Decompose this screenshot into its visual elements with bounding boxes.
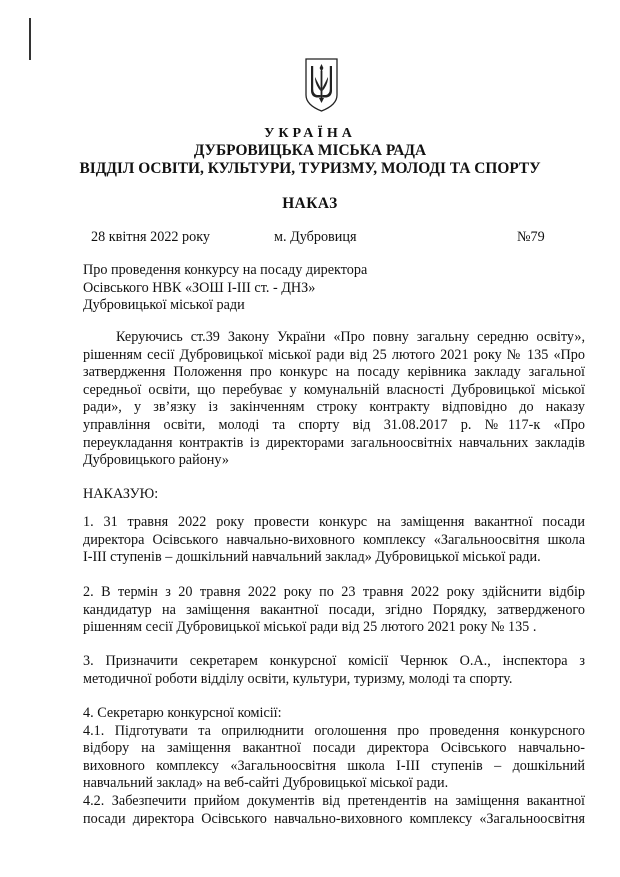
paragraph-line: переукладання контрактів із директорами загальноосвітніх навчальних закладів (83, 434, 585, 451)
paragraph-line: відбору на заміщення вакантної посади директора Осівського навчально- (83, 740, 585, 757)
paragraph-line: 3. Призначити секретарем конкурсної комісії Чернюк О.А., інспектора з (83, 653, 585, 669)
subject-line: Дубровицької міської ради (83, 297, 245, 314)
order-item-2 (83, 584, 585, 637)
order-item-3 (83, 653, 585, 688)
paragraph-line: 1. 31 травня 2022 року провести конкурс на заміщення вакантної посади (83, 514, 585, 530)
paragraph-line: директора Осівського навчально-виховного комплексу «Загальноосвітня школа (83, 531, 585, 548)
header-country: УКРАЇНА (264, 126, 356, 141)
trident-coat-of-arms-icon (303, 57, 340, 113)
subject-line: Осівського НВК «ЗОШ І-ІІІ ст. - ДНЗ» (83, 279, 316, 296)
paragraph-line: ради», у зв’язку із закінченням строку контракту відповідно до наказу (83, 399, 585, 416)
paragraph-line: навчальний заклад» на веб-сайті Дубровицької міської ради. (83, 775, 449, 792)
header-department: ВІДДІЛ ОСВІТИ, КУЛЬТУРИ, ТУРИЗМУ, МОЛОДІ ТА СПОРТУ (79, 160, 541, 177)
intro-paragraph (83, 329, 585, 470)
paragraph-line: виховного комплексу «Загальноосвітня школа І-ІІІ ступенів – дошкільний (83, 757, 585, 774)
order-item-1 (83, 514, 585, 567)
paragraph-line: 2. В термін з 20 травня 2022 року по 23 травня 2022 року здійснити відбір (83, 584, 585, 600)
order-subject (83, 262, 413, 315)
paragraph-line: Дубровицького району» (83, 452, 229, 469)
paragraph-line: 4.2. Забезпечити прийом документів від претендентів на заміщення вакантної (83, 792, 585, 809)
document-city: м. Дубровиця (274, 229, 357, 245)
paragraph-line: 4. Секретарю конкурсної комісії: (83, 705, 282, 721)
paragraph-line: управління освіти, молоді та спорту від 31.08.2017 р. №117-к «Про (83, 416, 585, 433)
paragraph-line: посади директора Осівського навчально-виховного комплексу «Загальноосвітня (83, 810, 585, 827)
paragraph-line: методичної роботи відділу освіти, культури, туризму, молоді та спорту. (83, 670, 513, 687)
document-date: 28 квітня 2022 року (91, 229, 211, 245)
paragraph-line: 4.1. Підготувати та оприлюднити оголошення про проведення конкурсного (83, 722, 585, 739)
paragraph-line: затвердження Положення про конкурс на посаду керівника закладу загальної (83, 364, 585, 381)
order-word: НАКАЗУЮ: (83, 486, 159, 502)
header-council: ДУБРОВИЦЬКА МІСЬКА РАДА (193, 142, 427, 159)
document-type: НАКАЗ (282, 195, 338, 212)
paragraph-line: рішенням сесії Дубровицької міської ради від 25 лютого 2021 року № 135 . (83, 619, 537, 636)
paragraph-line: кандидатур на заміщення вакантної посади, згідно Порядку, затвердженого (83, 601, 585, 618)
order-item-4 (83, 705, 585, 828)
subject-line: Про проведення конкурсу на посаду директора (83, 262, 368, 278)
paragraph-line: рішенням сесії Дубровицької міської ради від 25 лютого 2021 року № 135 «Про (83, 346, 585, 363)
paragraph-line: І-ІІІ ступенів – дошкільний навчальний заклад» Дубровицької міської ради. (83, 549, 541, 566)
paragraph-line: середньої освіти, що перебуває у комунальній власності Дубровицької міської (83, 381, 585, 398)
scan-mark (29, 18, 31, 60)
document-number: №79 (517, 229, 545, 245)
paragraph-line: Керуючись ст.39 Закону України «Про повну загальну середню освіту», (116, 329, 585, 345)
